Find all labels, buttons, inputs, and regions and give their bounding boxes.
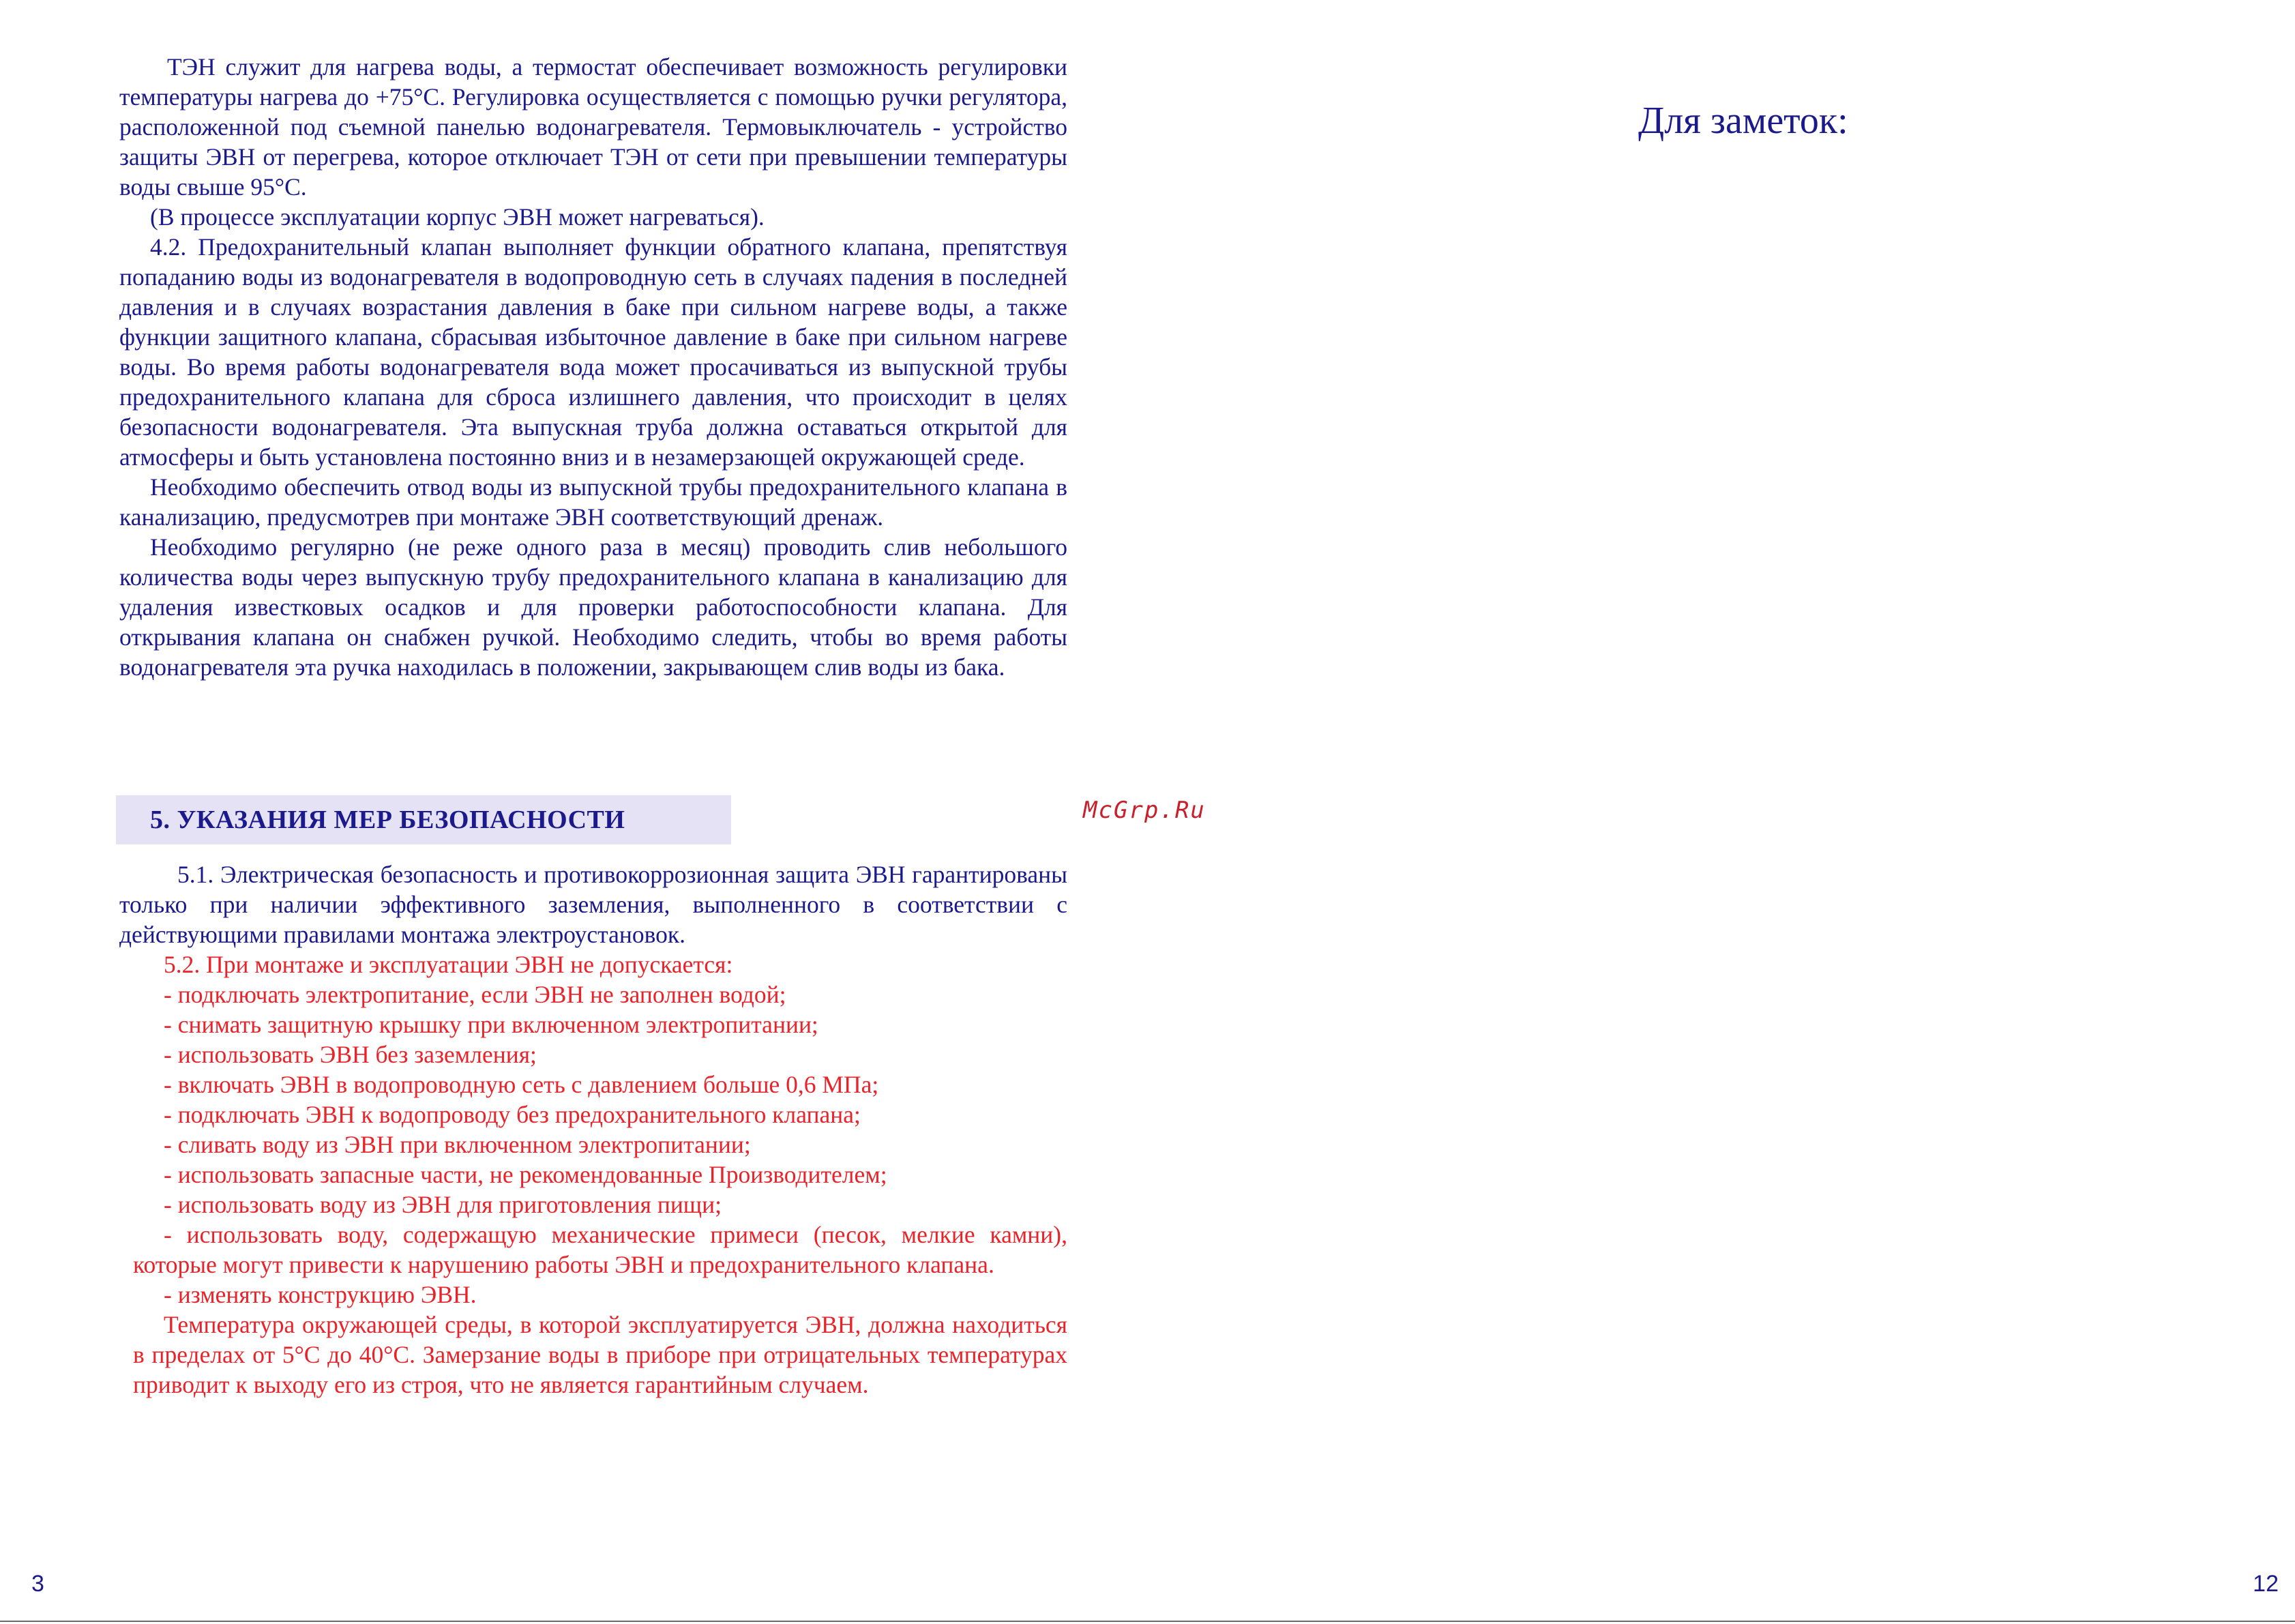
list-item: - включать ЭВН в водопроводную сеть с давлением больше 0,6 МПа;	[164, 1071, 879, 1098]
paragraph-heater: ТЭН служит для нагрева воды, а термостат обеспечивает возможность регулировки температуры нагрева до +75°С. Регулировка осуществляется с помощью ручки регулятора, расположенной под съемной панелью водонагревателя. Термовыключатель - устройство защиты ЭВН от перегрева, которое отключает ТЭН от сети при превышении температуры воды свыше 95°С.	[119, 53, 1067, 201]
list-item: - подключать электропитание, если ЭВН не заполнен водой;	[164, 981, 786, 1008]
paragraph-electrical-safety: 5.1. Электрическая безопасность и противокоррозионная защита ЭВН гарантированы только при наличии эффективного заземления, выполненного в соответствии с действующими правилами монтажа электроустановок.	[119, 861, 1067, 948]
list-item: - использовать ЭВН без заземления;	[164, 1041, 537, 1068]
paragraph-temperature: Температура окружающей среды, в которой эксплуатируется ЭВН, должна находиться в пределах от 5°С до 40°С. Замерзание воды в приборе при отрицательных температурах приводит к выходу его из строя, что не является гарантийным случаем.	[133, 1311, 1067, 1398]
right-page	[1147, 0, 2295, 1624]
paragraph-safety-valve: 4.2. Предохранительный клапан выполняет функции обратного клапана, препятствуя попаданию воды из водонагревателя в водопроводную сеть в случаях падения в последней давления и в случаях возрастания давления в баке при сильном нагреве воды, а также функции защитного клапана, сбрасывая избыточное давление в баке при сильном нагреве воды. Во время работы водонагревателя вода может просачиваться из выпускной трубы предохранительного клапана для сброса излишнего давления, что происходит в целях безопасности водонагревателя. Эта выпускная труба должна оставаться открытой для атмосферы и быть установлена постоянно вниз и в незамерзающей окружающей среде.	[119, 233, 1067, 471]
safety-5-1	[119, 859, 1067, 949]
intro-text	[119, 52, 1067, 682]
list-item: - подключать ЭВН к водопроводу без предохранительного клапана;	[164, 1101, 861, 1128]
list-item: - сливать воду из ЭВН при включенном электропитании;	[164, 1131, 751, 1158]
page-number-left: 3	[31, 1571, 44, 1597]
watermark: McGrp.Ru	[1083, 797, 1206, 824]
safety-5-2-heading: 5.2. При монтаже и эксплуатации ЭВН не допускается:	[164, 951, 733, 978]
paragraph-regular-flush: Необходимо регулярно (не реже одного раза в месяц) проводить слив небольшого количества воды через выпускную трубу предохранительного клапана в канализацию для удаления известковых осадков и для проверки работоспособности клапана. Для открывания клапана он снабжен ручкой. Необходимо следить, чтобы во время работы водонагревателя эта ручка находилась в положении, закрывающем слив воды из бака.	[119, 533, 1067, 681]
list-item: - снимать защитную крышку при включенном электропитании;	[164, 1011, 818, 1038]
left-page	[0, 0, 1147, 1624]
bottom-divider	[0, 1621, 2295, 1622]
notes-title: Для заметок:	[1638, 100, 1848, 142]
list-item: - использовать воду, содержащую механические примеси (песок, мелкие камни), которые могут привести к нарушению работы ЭВН и предохранительного клапана.	[133, 1221, 1067, 1278]
list-item: - использовать запасные части, не рекомендованные Производителем;	[164, 1161, 887, 1188]
safety-5-2	[133, 949, 1067, 1400]
list-item: - изменять конструкцию ЭВН.	[164, 1281, 477, 1308]
paragraph-drain: Необходимо обеспечить отвод воды из выпускной трубы предохранительного клапана в канализацию, предусмотрев при монтаже ЭВН соответствующий дренаж.	[119, 473, 1067, 531]
paragraph-body-heats: (В процессе эксплуатации корпус ЭВН может нагреваться).	[150, 203, 765, 231]
section-title: 5. УКАЗАНИЯ МЕР БЕЗОПАСНОСТИ	[150, 806, 625, 834]
page-number-right: 12	[2253, 1571, 2279, 1597]
list-item: - использовать воду из ЭВН для приготовления пищи;	[164, 1191, 722, 1218]
